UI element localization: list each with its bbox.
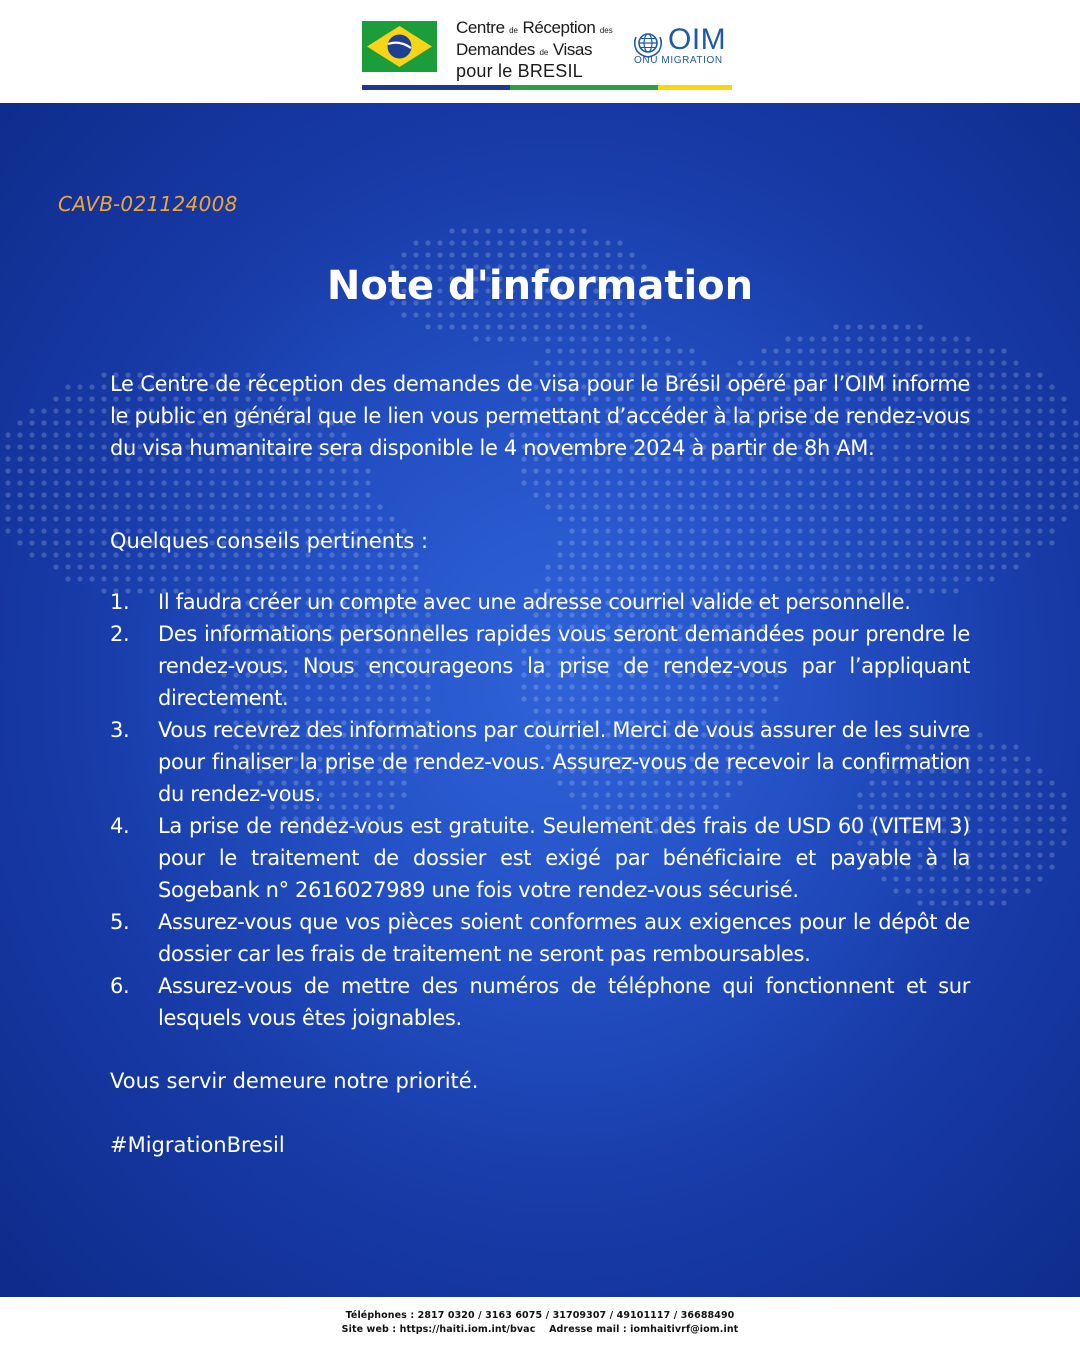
list-item-text: La prise de rendez-vous est gratuite. Seulement des frais de USD 60 (VITEM 3) pour le traitement de dossier est exigé par bénéficiaire et payable à la Sogebank n° 2616027989 une fois votre rendez-vous sécurisé. bbox=[158, 814, 970, 902]
reference-code: CAVB-021124008 bbox=[58, 192, 238, 216]
tips-list bbox=[110, 586, 970, 1034]
stripe-segment bbox=[658, 85, 732, 90]
list-item-number: 2. bbox=[110, 622, 130, 646]
centre-name-word: Centre bbox=[456, 18, 505, 37]
list-item bbox=[110, 586, 970, 618]
list-item-text: Assurez-vous de mettre des numéros de téléphone qui fonctionnent et sur lesquels vous êtes joignables. bbox=[158, 974, 970, 1030]
list-item-number: 6. bbox=[110, 974, 130, 998]
list-item bbox=[110, 618, 970, 714]
centre-name-word: Visas bbox=[552, 40, 593, 59]
footer-web-mail bbox=[0, 1324, 1080, 1335]
list-item-number: 5. bbox=[110, 910, 130, 934]
brazil-flag-icon bbox=[362, 21, 437, 72]
list-item-text: Des informations personnelles rapides vous seront demandées pour prendre le rendez-vous. Nous encourageons la prise de rendez-vous par l’appliquant directement. bbox=[158, 622, 970, 710]
oim-subtitle: ONU MIGRATION bbox=[634, 55, 723, 66]
footer-contact-bar bbox=[0, 1297, 1080, 1350]
centre-name-word: de bbox=[539, 48, 549, 57]
stripe-segment bbox=[584, 85, 658, 90]
visa-centre-name bbox=[456, 18, 626, 81]
stripe-segment bbox=[436, 85, 510, 90]
oim-logo bbox=[632, 25, 742, 70]
centre-name-word: Demandes bbox=[456, 40, 536, 59]
list-item-number: 1. bbox=[110, 590, 130, 614]
header-color-stripe bbox=[362, 85, 732, 90]
list-item-number: 4. bbox=[110, 814, 130, 838]
list-item-text: Il faudra créer un compte avec une adresse courriel valide et personnelle. bbox=[158, 590, 911, 614]
page-title: Note d'information bbox=[326, 263, 754, 309]
footer-website: Site web : https://haiti.iom.int/bvac bbox=[341, 1324, 536, 1335]
centre-name-word: des bbox=[599, 26, 613, 35]
oim-name: OIM bbox=[668, 23, 727, 56]
footer-email: Adresse mail : iomhaitivrf@iom.int bbox=[549, 1324, 739, 1335]
hashtag: #MigrationBresil bbox=[110, 1133, 285, 1157]
list-item bbox=[110, 714, 970, 810]
intro-paragraph: Le Centre de réception des demandes de visa pour le Brésil opéré par l’OIM informe le public en général que le lien vous permettant d’accéder à la prise de rendez-vous du visa humanitaire sera disponible le 4 novembre 2024 à partir de 8h AM. bbox=[110, 372, 970, 460]
list-item bbox=[110, 906, 970, 970]
centre-name-word: de bbox=[509, 26, 518, 35]
list-item-text: Vous recevrez des informations par courriel. Merci de vous assurer de les suivre pour finaliser la prise de rendez-vous. Assurez-vous de recevoir la confirmation du rendez-vous. bbox=[158, 718, 970, 806]
list-item bbox=[110, 970, 970, 1034]
closing-line: Vous servir demeure notre priorité. bbox=[110, 1069, 479, 1093]
list-item-text: Assurez-vous que vos pièces soient conformes aux exigences pour le dépôt de dossier car les frais de traitement ne seront pas remboursables. bbox=[158, 910, 970, 966]
centre-name-word: Réception bbox=[522, 18, 596, 37]
header-bar bbox=[0, 0, 1080, 103]
stripe-segment bbox=[362, 85, 436, 90]
list-item bbox=[110, 810, 970, 906]
footer-phones: Téléphones : 2817 0320 / 3163 6075 / 31709307 / 49101117 / 36688490 bbox=[345, 1310, 735, 1321]
information-panel bbox=[0, 103, 1080, 1297]
stripe-segment bbox=[510, 85, 584, 90]
tips-heading: Quelques conseils pertinents : bbox=[110, 529, 429, 553]
list-item-number: 3. bbox=[110, 718, 130, 742]
centre-name-line3: pour le BRESIL bbox=[456, 61, 583, 81]
